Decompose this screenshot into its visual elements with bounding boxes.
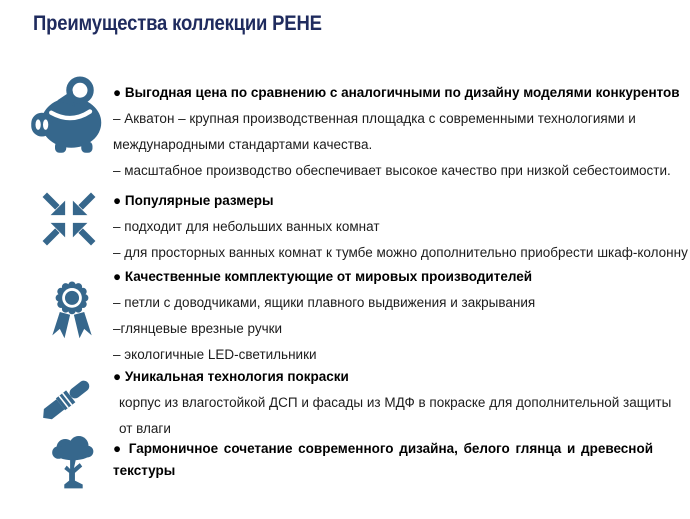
paint-brush-icon xyxy=(34,368,98,432)
section-sizes-line: – для просторных ванных комнат к тумбе можно дополнительно приобрести шкаф-колонну xyxy=(113,245,688,260)
piggy-bank-icon xyxy=(30,74,110,154)
tree-icon xyxy=(42,434,104,502)
section-design-heading: ● Гармоничное сочетание современного дизайна, белого глянца и древесной xyxy=(113,441,653,456)
section-sizes-line: – подходит для небольших ванных комнат xyxy=(113,219,380,234)
section-painting-line: корпус из влагостойкой ДСП и фасады из МДФ в покраске для дополнительной защиты xyxy=(119,395,672,410)
section-painting xyxy=(113,364,673,442)
section-components xyxy=(113,264,673,368)
section-painting-heading: ● Уникальная технология покраски xyxy=(113,369,349,384)
section-components-line: –глянцевые врезные ручки xyxy=(113,321,283,336)
compress-arrows-icon xyxy=(38,188,100,250)
section-price-heading: ● Выгодная цена по сравнению с аналогичными по дизайну моделями конкурентов xyxy=(113,85,680,100)
section-price-line: – Акватон – крупная производственная площадка с современными технологиями и xyxy=(113,111,636,126)
section-components-line: – петли с доводчиками, ящики плавного выдвижения и закрывания xyxy=(113,295,536,310)
section-components-heading: ● Качественные комплектующие от мировых производителей xyxy=(113,269,533,284)
award-ribbon-icon xyxy=(42,274,102,348)
section-design-heading-continued: текстуры xyxy=(113,463,176,478)
section-design xyxy=(113,438,653,482)
section-sizes xyxy=(113,188,688,266)
page-title: Преимущества коллекции РЕНЕ xyxy=(33,12,322,35)
section-price-line: международными стандартами качества. xyxy=(113,137,373,152)
section-components-line: – экологичные LED-светильники xyxy=(113,347,317,362)
section-painting-line: от влаги xyxy=(119,421,171,436)
section-sizes-heading: ● Популярные размеры xyxy=(113,193,274,208)
section-price xyxy=(113,80,680,184)
section-price-line: – масштабное производство обеспечивает высокое качество при низкой себестоимости. xyxy=(113,163,671,178)
